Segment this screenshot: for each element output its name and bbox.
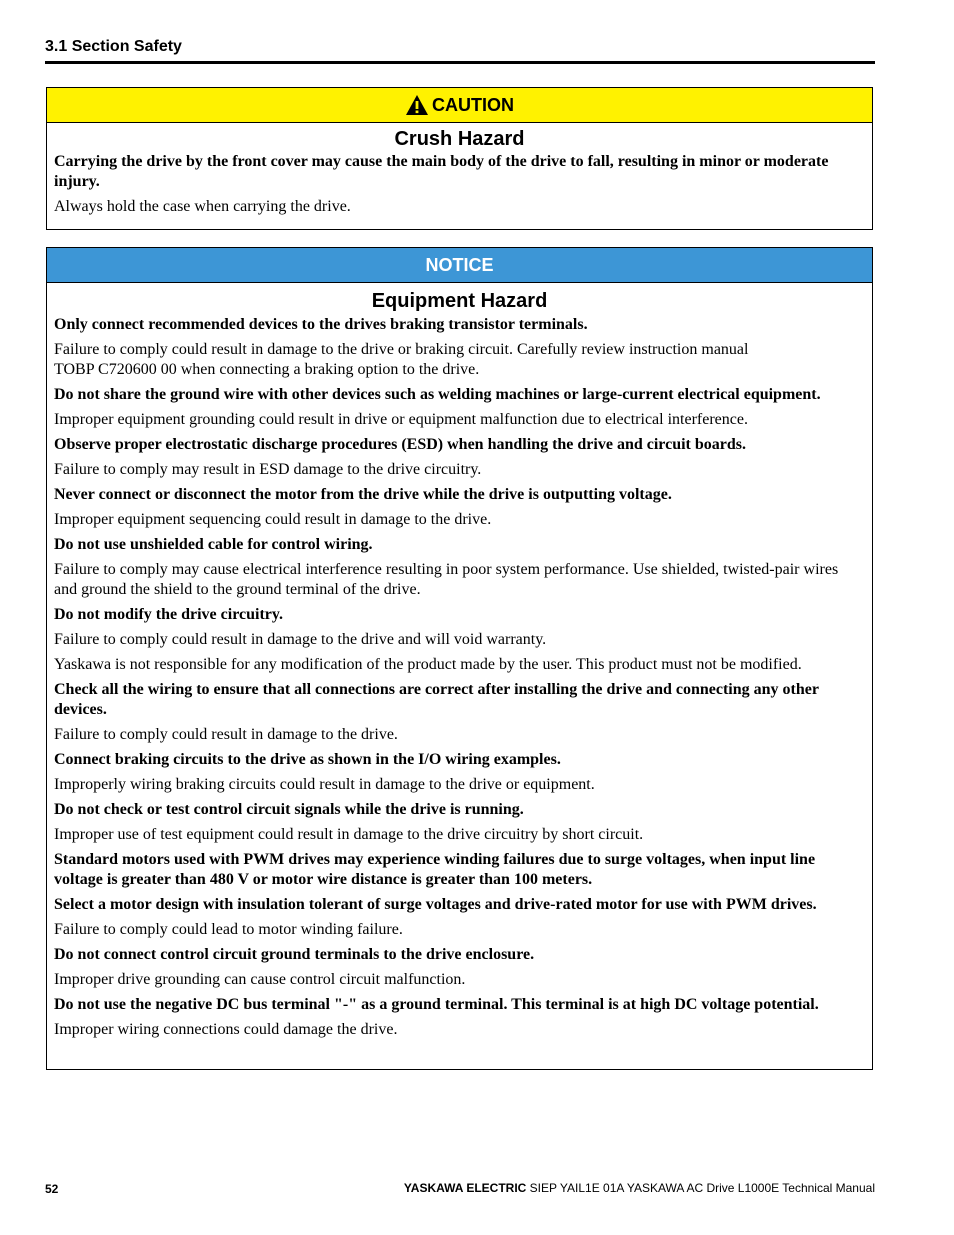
footer-doc-title: [404, 1181, 875, 1195]
equipment-hazard-title: Equipment Hazard: [371, 290, 548, 312]
notice-item: Never connect or disconnect the motor from the drive while the drive is outputting voltage.: [54, 486, 672, 503]
notice-item: Do not connect control circuit ground terminals to the drive enclosure.: [54, 946, 535, 963]
section-header: [45, 37, 875, 64]
caution-label: CAUTION: [432, 94, 514, 115]
caution-banner: [47, 88, 872, 123]
notice-item: Standard motors used with PWM drives may experience winding failures due to surge voltages, when input line voltage is greater than 480 V or motor wire distance is greater than 100 meters.: [54, 851, 816, 888]
footer-brand: YASKAWA ELECTRIC: [403, 1181, 527, 1195]
notice-item: Check all the wiring to ensure that all connections are correct after installing the drive and connecting any other devices.: [54, 681, 819, 718]
notice-box: [46, 247, 873, 1070]
section-title: 3.1 Section Safety: [45, 38, 182, 55]
notice-item: Do not share the ground wire with other devices such as welding machines or large-current electrical equipment.: [54, 386, 821, 403]
notice-body: [47, 315, 872, 1040]
notice-item: Improper wiring connections could damage the drive.: [54, 1021, 398, 1038]
notice-item: Observe proper electrostatic discharge procedures (ESD) when handling the drive and circuit boards.: [54, 436, 746, 453]
notice-item: [54, 340, 865, 380]
notice-item: Failure to comply may cause electrical interference resulting in poor system performance. Use shielded, twisted-pair wires and ground the shield to the ground terminal of the drive.: [54, 561, 839, 598]
notice-item: Select a motor design with insulation tolerant of surge voltages and drive-rated motor for use with PWM drives.: [54, 896, 817, 913]
notice-item: Failure to comply may result in ESD damage to the drive circuitry.: [54, 461, 482, 478]
footer-doc: SIEP YAIL1E 01A YASKAWA AC Drive L1000E Technical Manual: [526, 1181, 875, 1195]
notice-item: Yaskawa is not responsible for any modification of the product made by the user. This product must not be modified.: [54, 656, 802, 673]
page-number: 52: [45, 1182, 59, 1196]
notice-item: Improper drive grounding can cause control circuit malfunction.: [54, 971, 466, 988]
caution-body: [47, 152, 872, 217]
notice-item: Do not use unshielded cable for control wiring.: [54, 536, 373, 553]
notice-item: Do not modify the drive circuitry.: [54, 606, 284, 623]
notice-item-line: TOBP C720600 00 when connecting a braking option to the drive.: [54, 361, 480, 378]
notice-item: Improper equipment grounding could result in drive or equipment malfunction due to electrical interference.: [54, 411, 748, 428]
notice-item: Improperly wiring braking circuits could result in damage to the drive or equipment.: [54, 776, 595, 793]
notice-item: Failure to comply could result in damage to the drive and will void warranty.: [54, 631, 547, 648]
crush-hazard-title: Crush Hazard: [394, 128, 525, 150]
caution-box: [46, 87, 873, 230]
caution-warning-text: Carrying the drive by the front cover may cause the main body of the drive to fall, resulting in minor or moderate injury.: [54, 153, 829, 190]
notice-item: Only connect recommended devices to the drives braking transistor terminals.: [54, 316, 588, 333]
notice-banner: [47, 248, 872, 283]
notice-item: Do not use the negative DC bus terminal "-" as a ground terminal. This terminal is at high DC voltage potential.: [54, 996, 819, 1013]
notice-item: Do not check or test control circuit signals while the drive is running.: [54, 801, 524, 818]
notice-item: Improper use of test equipment could result in damage to the drive circuitry by short circuit.: [54, 826, 644, 843]
notice-item: Improper equipment sequencing could result in damage to the drive.: [54, 511, 492, 528]
warning-triangle-icon: [405, 94, 429, 116]
notice-item: Connect braking circuits to the drive as shown in the I/O wiring examples.: [54, 751, 561, 768]
caution-instruction-text: Always hold the case when carrying the drive.: [54, 198, 351, 215]
notice-item-line: Failure to comply could result in damage to the drive or braking circuit. Carefully review instruction manual: [54, 341, 749, 358]
notice-item: Failure to comply could lead to motor winding failure.: [54, 921, 403, 938]
notice-item: Failure to comply could result in damage to the drive.: [54, 726, 398, 743]
notice-label: NOTICE: [425, 254, 494, 275]
